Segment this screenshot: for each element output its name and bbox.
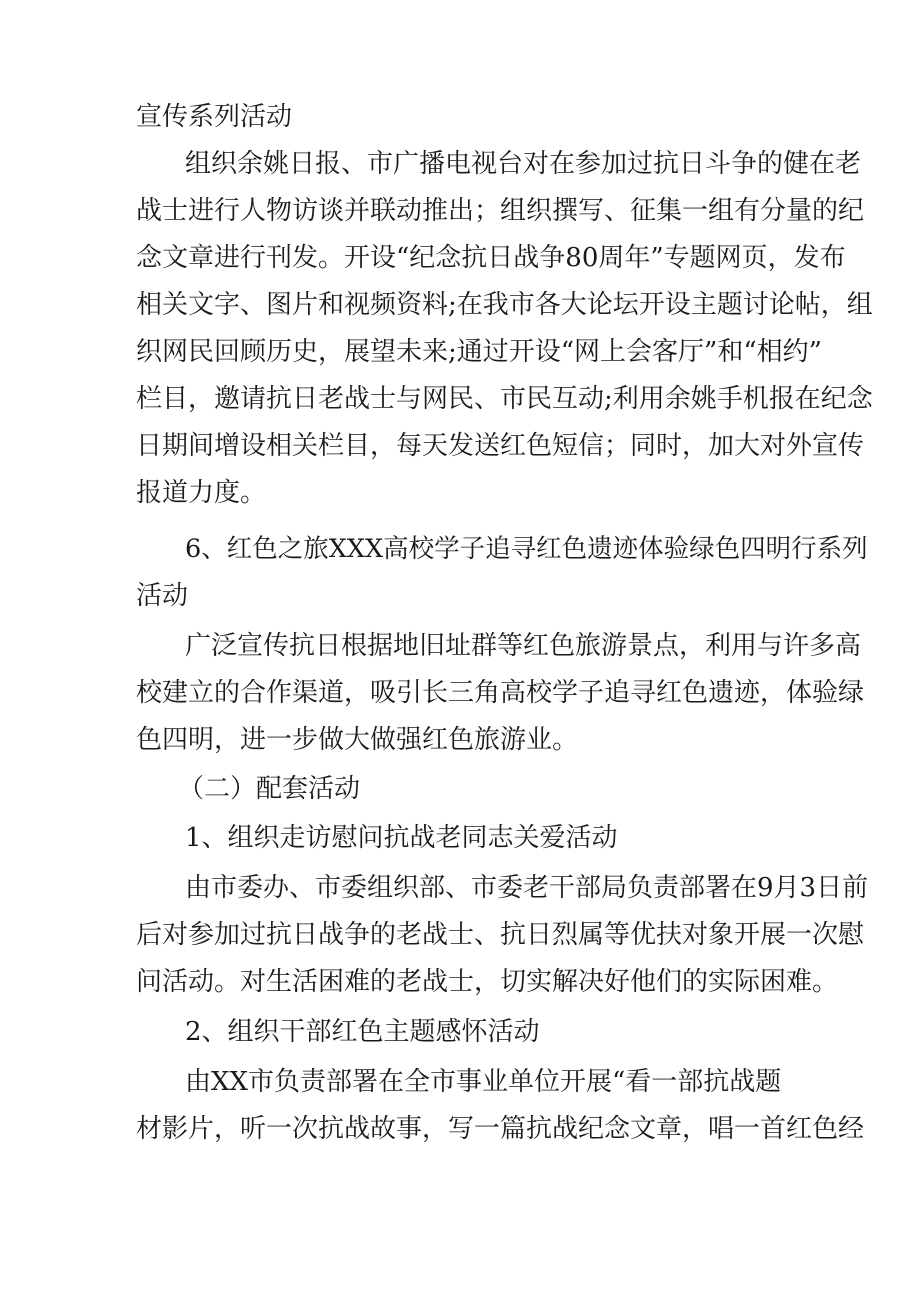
section-heading: （二）配套活动 [178, 774, 361, 804]
text-line-20: 2、组织干部红色主题感怀活动 [185, 1017, 540, 1047]
text-line-09: 报道力度。 [136, 478, 267, 508]
text-line-04: 念文章进行刊发。开设“纪念抗日战争80周年”专题网页，发布 [136, 243, 846, 273]
text-line-19: 问活动。对生活困难的老战士，切实解决好他们的实际困难。 [136, 967, 839, 997]
text-line-05: 相关文字、图片和视频资料;在我市各大论坛开设主题讨论帖，组 [136, 290, 873, 320]
text-line-03: 战士进行人物访谈并联动推出；组织撰写、征集一组有分量的纪 [136, 196, 865, 226]
text-line-06: 织网民回顾历史，展望未来;通过开设“网上会客厅”和“相约” [136, 337, 822, 367]
text-line-02: 组织余姚日报、市广播电视台对在参加过抗日斗争的健在老 [185, 149, 862, 179]
text-line-17: 由市委办、市委组织部、市委老干部局负责部署在9月3日前 [185, 873, 869, 903]
text-line-10: 6、红色之旅XXX高校学子追寻红色遗迹体验绿色四明行系列 [185, 534, 868, 564]
text-line-11: 活动 [136, 581, 189, 611]
text-line-14: 色四明，进一步做大做强红色旅游业。 [136, 725, 579, 755]
text-line-21: 由XX市负责部署在全市事业单位开展“看一部抗战题 [185, 1067, 782, 1097]
text-line-18: 后对参加过抗日战争的老战士、抗日烈属等优扶对象开展一次慰 [136, 920, 865, 950]
text-line-12: 广泛宣传抗日根据地旧址群等红色旅游景点，利用与许多高 [185, 631, 862, 661]
text-line-08: 日期间增设相关栏目，每天发送红色短信；同时，加大对外宣传 [136, 431, 865, 461]
text-line-01: 宣传系列活动 [136, 102, 293, 132]
text-line-16: 1、组织走访慰问抗战老同志关爱活动 [185, 823, 618, 853]
text-line-22: 材影片，听一次抗战故事，写一篇抗战纪念文章，唱一首红色经 [136, 1114, 865, 1144]
text-line-07: 栏目，邀请抗日老战士与网民、市民互动;利用余姚手机报在纪念 [136, 384, 873, 414]
text-line-13: 校建立的合作渠道，吸引长三角高校学子追寻红色遗迹，体验绿 [136, 678, 865, 708]
